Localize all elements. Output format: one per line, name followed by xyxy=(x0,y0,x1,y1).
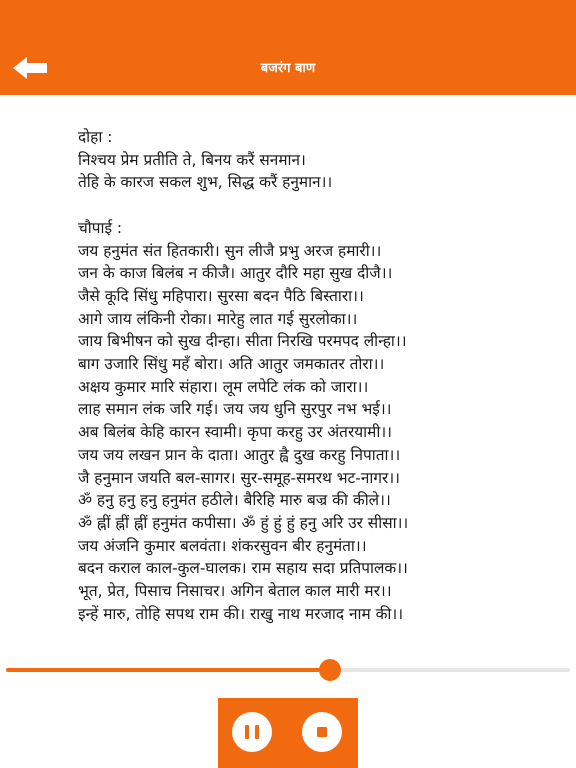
verse-line: जाय बिभीषन को सुख दीन्हा। सीता निरखि परमपद लीन्हा।। xyxy=(78,332,407,351)
verse-line: लाह समान लंक जरि गई। जय जय धुनि सुरपुर नभ भई।। xyxy=(78,400,392,419)
spacer xyxy=(78,194,568,217)
verse-line: जय जय लखन प्रान के दाता। आतुर ह्वै दुख करहु निपाता।। xyxy=(78,445,401,464)
verse-line: बाग उजारि सिंधु महँ बोरा। अति आतुर जमकातर तोरा।। xyxy=(78,355,385,374)
verse-line: आगे जाय लंकिनी रोका। मारेहु लात गई सुरलोका।। xyxy=(78,309,358,328)
verse-line: तेहि के कारज सकल शुभ, सिद्ध करैं हनुमान।। xyxy=(78,173,333,192)
top-app-bar xyxy=(0,0,576,95)
verse-line: अब बिलंब केहि कारन स्वामी। कृपा करहु उर अंतरयामी।। xyxy=(78,423,393,442)
progress-fill xyxy=(6,668,330,672)
verse-line: निश्चय प्रेम प्रतीति ते, बिनय करैं सनमान। xyxy=(78,150,306,169)
stop-button[interactable] xyxy=(302,712,342,752)
doha-lines xyxy=(78,149,568,194)
verse-line: जय हनुमंत संत हितकारी। सुन लीजै प्रभु अरज हमारी।। xyxy=(78,241,382,260)
audio-progress-slider[interactable] xyxy=(6,657,570,683)
chaupai-lines xyxy=(78,240,568,626)
stop-icon xyxy=(317,727,327,737)
verse-line: ॐ ह्नीं ह्नीं ह्नीं हनुमंत कपीसा। ॐ हुं हुं हुं हनु अरि उर सीसा।। xyxy=(78,513,409,532)
progress-thumb[interactable] xyxy=(319,659,341,681)
doha-heading: दोहा : xyxy=(78,128,113,146)
verse-line: इन्हें मारु, तोहि सपथ राम की। राखु नाथ मरजाद नाम की।। xyxy=(78,604,404,623)
lyrics-text xyxy=(78,126,568,630)
verse-line: भूत, प्रेत, पिसाच निसाचर। अगिन बेताल काल मारी मर।। xyxy=(78,582,392,601)
verse-line: जन के काज बिलंब न कीजै। आतुर दौरि महा सुख दीजै।। xyxy=(78,264,393,283)
verse-line: अक्षय कुमार मारि संहारा। लूम लपेटि लंक को जारा।। xyxy=(78,377,369,396)
player-controls xyxy=(218,698,358,768)
verse-line: बदन कराल काल-कुल-घालक। राम सहाय सदा प्रतिपालक।। xyxy=(78,559,408,578)
verse-line: जै हनुमान जयति बल-सागर। सुर-समूह-समरथ भट-नागर।। xyxy=(78,468,400,487)
verse-line: ॐ हनु हनु हनु हनुमंत हठीले। बैरिहि मारु बज्र की कीले।। xyxy=(78,491,391,510)
page-title: बजरंग बाण xyxy=(260,61,316,76)
chaupai-heading: चौपाई : xyxy=(78,218,123,237)
verse-line: जय अंजनि कुमार बलवंता। शंकरसुवन बीर हनुमंता।। xyxy=(78,536,367,555)
verse-line: जैसे कूदि सिंधु महिपारा। सुरसा बदन पैठि बिस्तारा।। xyxy=(78,286,364,305)
pause-button[interactable] xyxy=(232,712,272,752)
